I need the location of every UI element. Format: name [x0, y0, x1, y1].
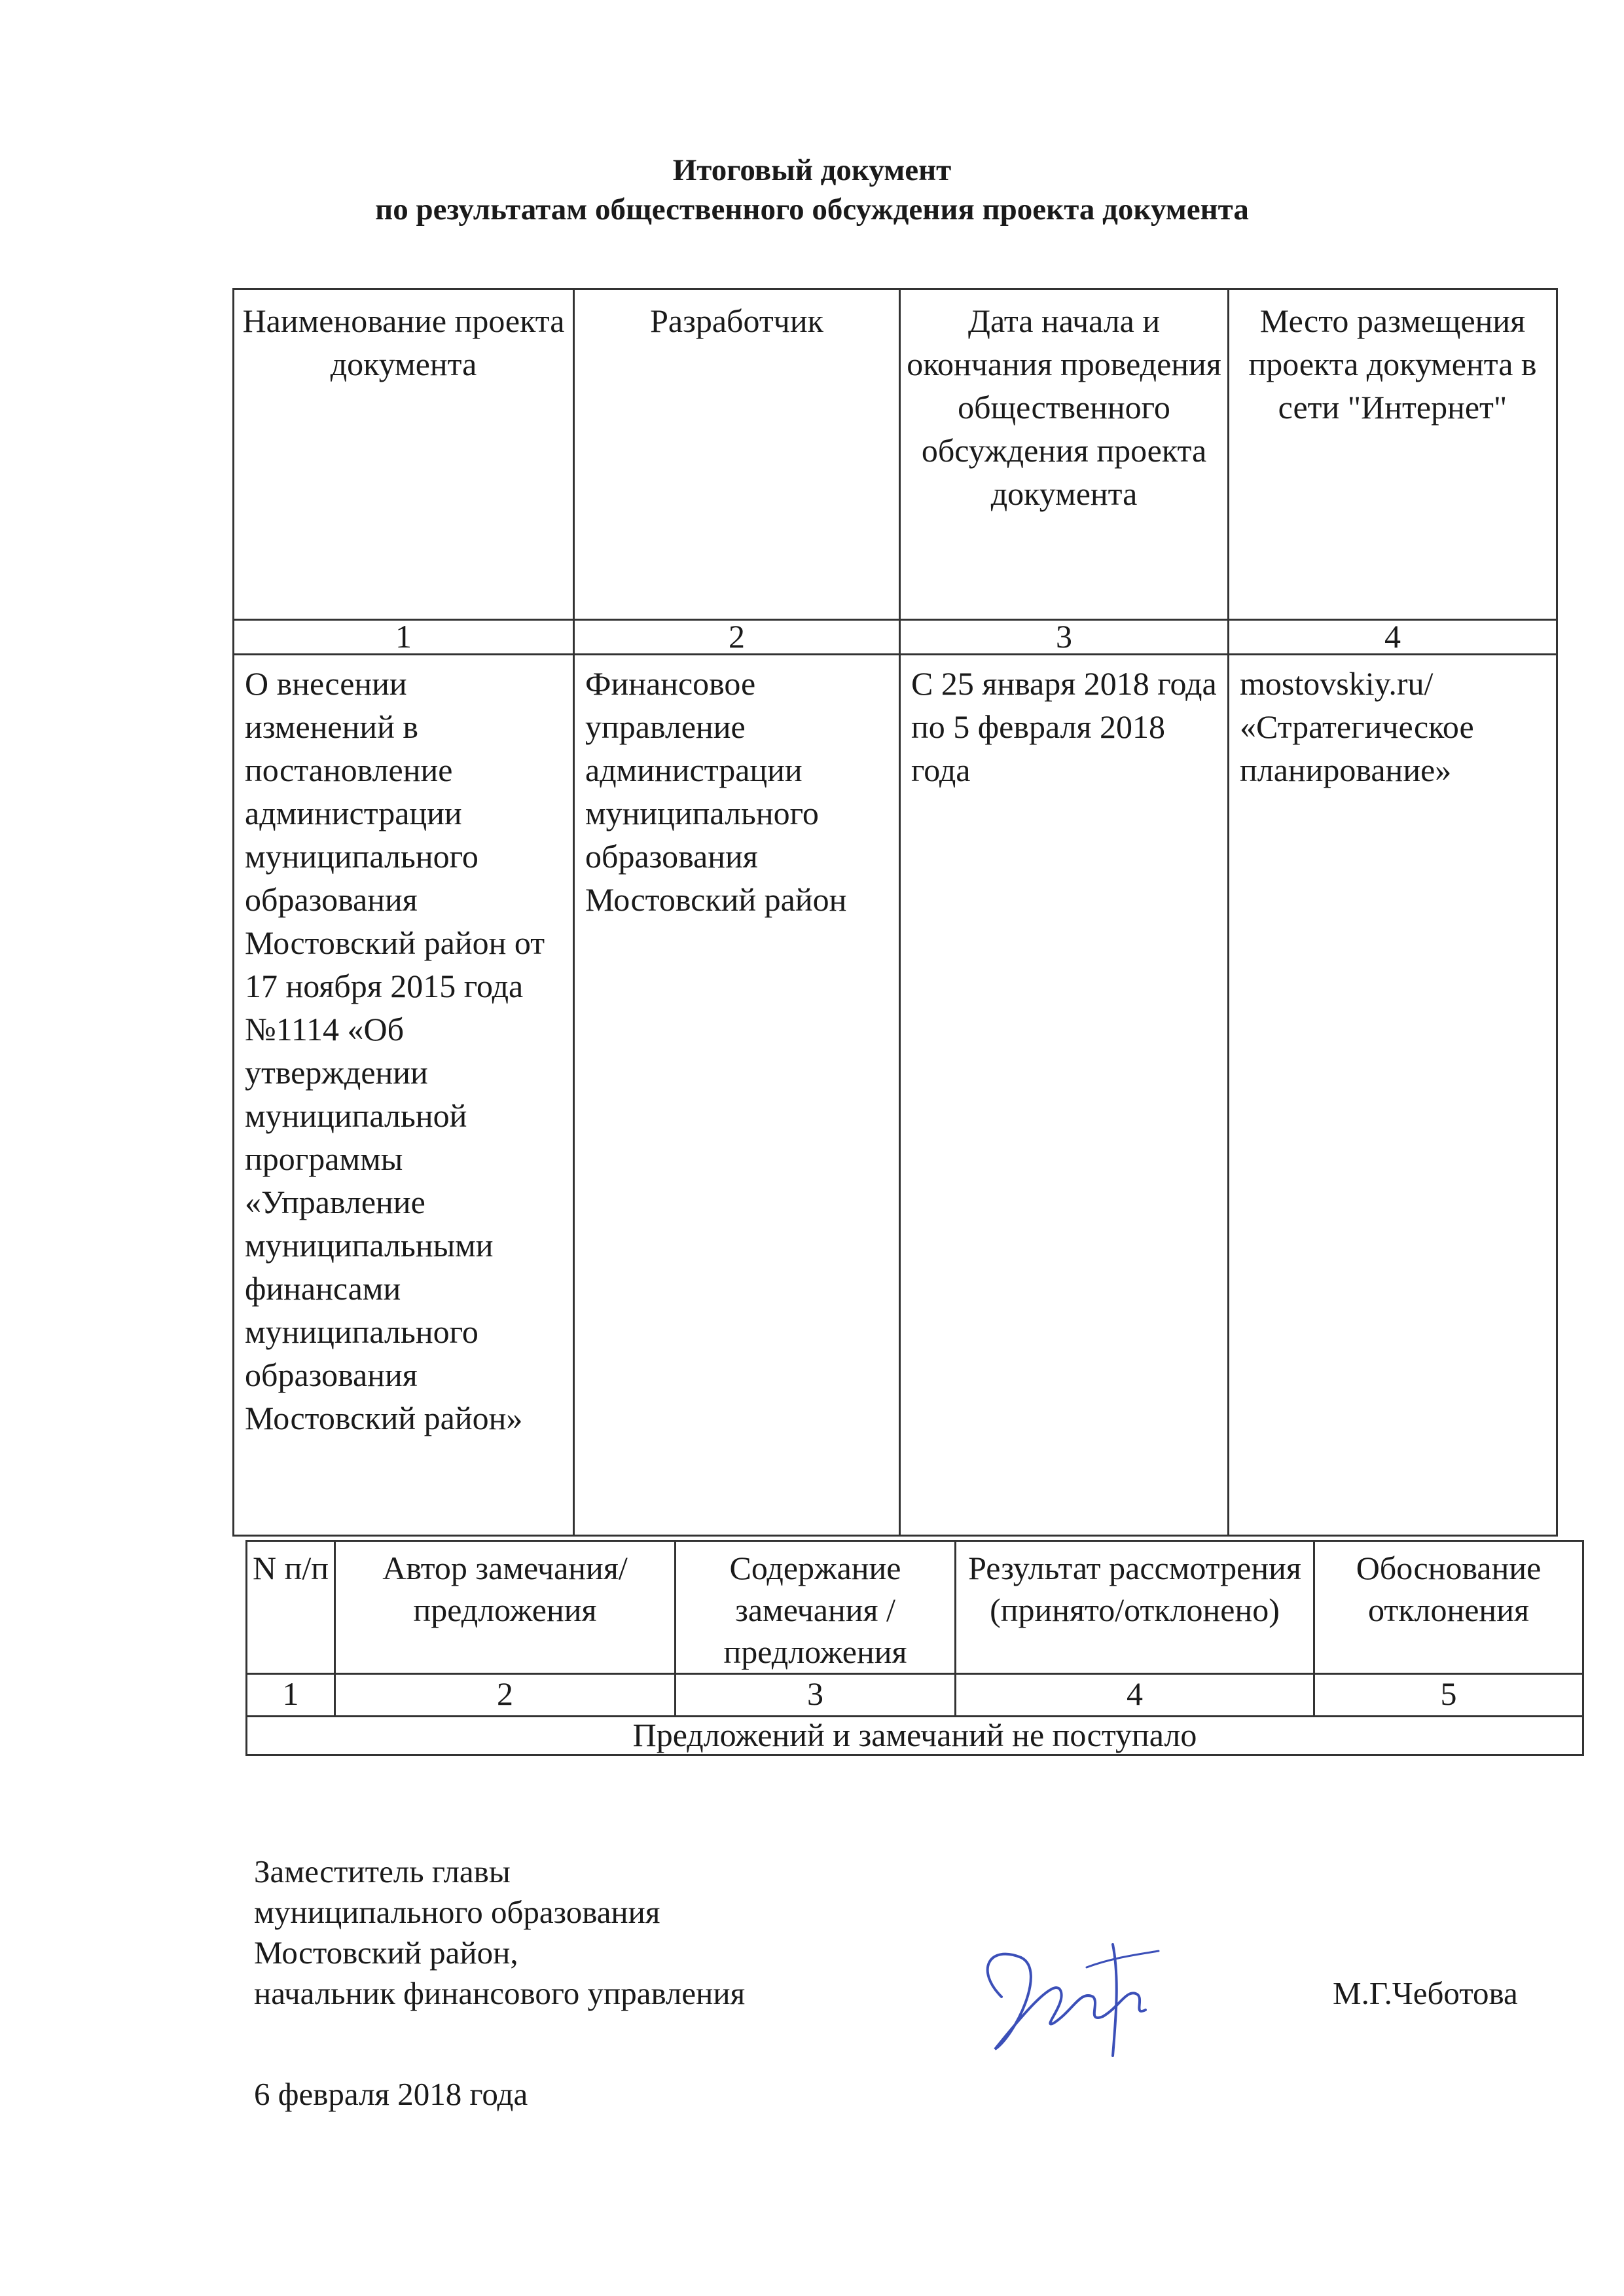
- document-title: Итоговый документ: [672, 153, 952, 187]
- header-number: N п/п: [247, 1541, 335, 1674]
- column-number: 2: [335, 1674, 676, 1717]
- column-number: 3: [900, 620, 1229, 655]
- signer-name: М.Г.Чеботова: [1333, 1975, 1518, 2011]
- document-date: 6 февраля 2018 года: [254, 2076, 528, 2112]
- table-header-row: [234, 289, 1557, 620]
- column-number-row: [247, 1674, 1583, 1717]
- handwritten-signature-icon: [962, 1918, 1172, 2075]
- signer-position: [254, 1851, 745, 2014]
- discussion-dates-cell: С 25 января 2018 года по 5 февраля 2018 года: [900, 655, 1229, 1536]
- header-content: Содержание замечания / предложения: [676, 1541, 956, 1674]
- column-number: 4: [1229, 620, 1557, 655]
- table-header-row: [247, 1541, 1583, 1674]
- publication-place-cell: mostovskiy.ru/ «Стратегическое планирование»: [1229, 655, 1557, 1536]
- column-number: 5: [1314, 1674, 1583, 1717]
- document-subtitle: по результатам общественного обсуждения проекта документа: [375, 192, 1249, 227]
- header-developer: Разработчик: [574, 289, 900, 620]
- column-number: 4: [956, 1674, 1314, 1717]
- column-number: 1: [247, 1674, 335, 1717]
- signer-position-line: Мостовский район,: [254, 1935, 518, 1971]
- signer-position-line: начальник финансового управления: [254, 1975, 746, 2011]
- project-name-cell: О внесении изменений в постановление администрации муниципального образования Мостовский район от 17 ноября 2015 года №1114 «Об утверждении муниципальной программы «Управление муниципальными финансами муниципального образования Мостовский район»: [234, 655, 574, 1536]
- column-number: 1: [234, 620, 574, 655]
- table-row: [247, 1717, 1583, 1755]
- no-remarks-message: Предложений и замечаний не поступало: [247, 1717, 1583, 1755]
- header-result: Результат рассмотрения (принято/отклонено): [956, 1541, 1314, 1674]
- table-row: [234, 655, 1557, 1536]
- column-number-row: [234, 620, 1557, 655]
- header-author: Автор замечания/ предложения: [335, 1541, 676, 1674]
- header-discussion-dates: Дата начала и окончания проведения общественного обсуждения проекта документа: [900, 289, 1229, 620]
- header-project-name: Наименование проекта документа: [234, 289, 574, 620]
- column-number: 2: [574, 620, 900, 655]
- column-number: 3: [676, 1674, 956, 1717]
- signer-position-line: муниципального образования: [254, 1894, 660, 1930]
- developer-cell: Финансовое управление администрации муниципального образования Мостовский район: [574, 655, 900, 1536]
- remarks-table: [245, 1540, 1584, 1756]
- project-info-table: [232, 288, 1558, 1537]
- header-rejection-reason: Обоснование отклонения: [1314, 1541, 1583, 1674]
- header-publication-place: Место размещения проекта документа в сети "Интернет": [1229, 289, 1557, 620]
- signer-position-line: Заместитель главы: [254, 1853, 511, 1889]
